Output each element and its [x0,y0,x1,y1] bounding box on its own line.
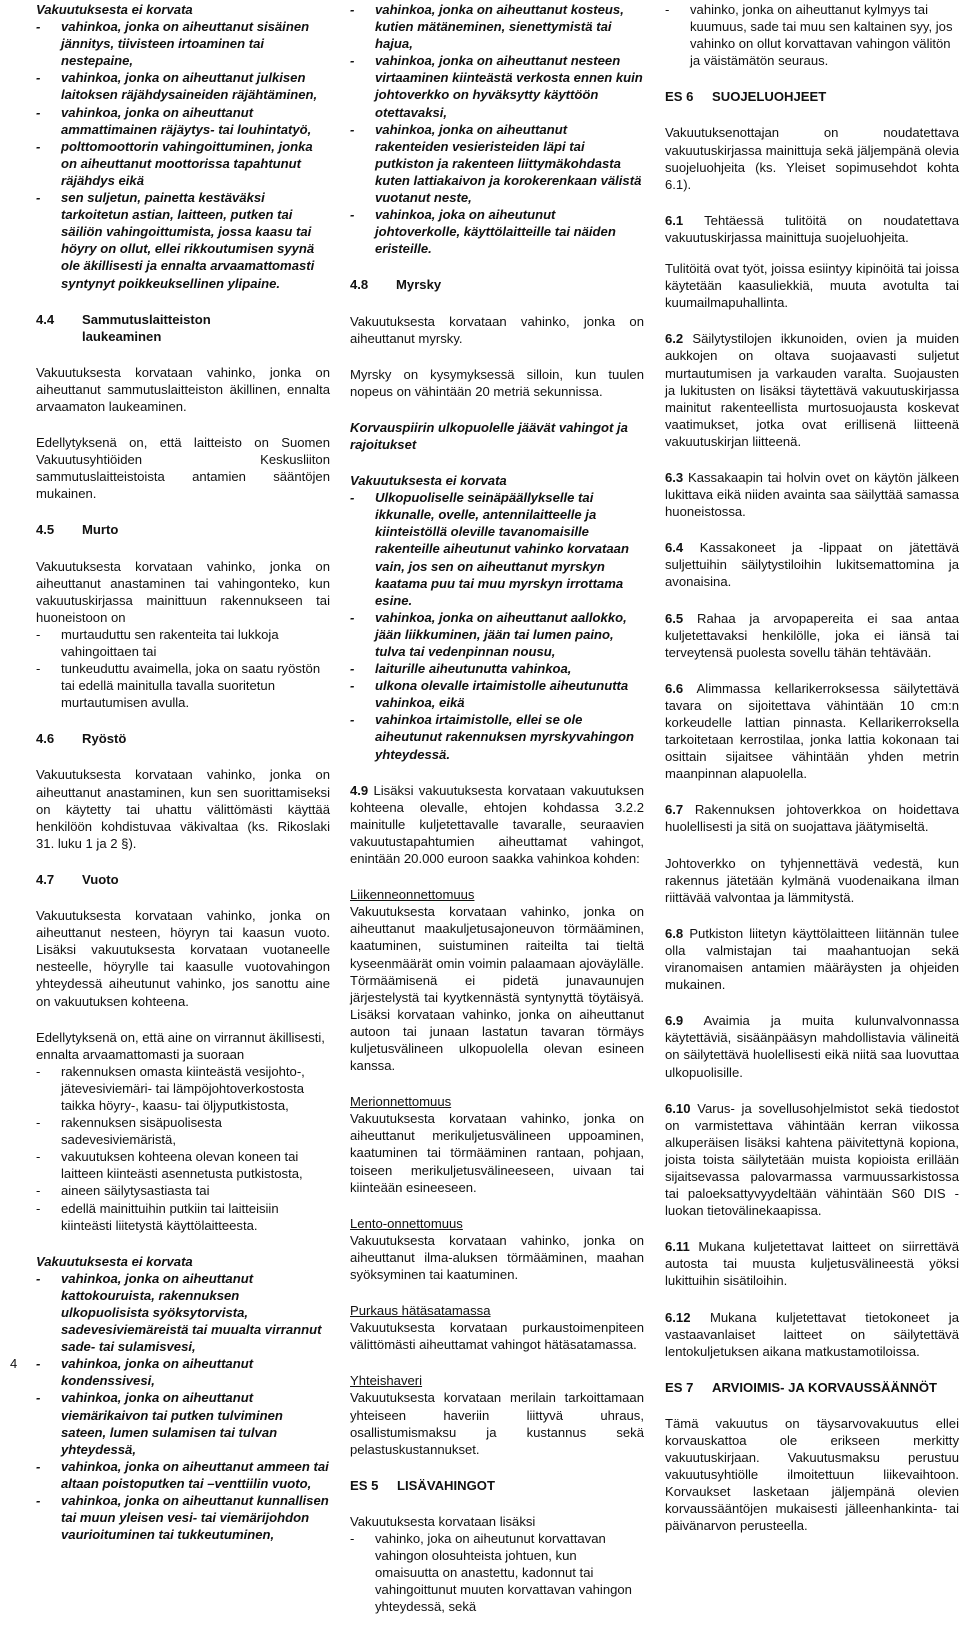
clause-6-4 [665,539,959,590]
list-item: - vahinkoa, jonka on aiheuttanut viemärikaivon tai putken tulviminen sateen, lumen sulamisen tai tulvan yhteydessä, [36,1389,330,1457]
clause-6-10 [665,1100,959,1220]
list-item: - aineen säilytysastiasta tai [36,1182,330,1199]
section-heading-4-5 [36,521,330,538]
list-item: - vahinkoa, jonka on aiheuttanut kondenssivesi, [36,1355,330,1389]
section-number: 4.9 [350,782,369,798]
clause-number: 6.6 [665,680,684,696]
clause-text: Tehtäessä tulitöitä on noudatettava vakuutuskirjassa mainittuja suojeluohjeita. [665,212,959,245]
clause-text: Kassakaapin tai holvin ovet on käytön jälkeen lukittava eikä niiden avainta saa säilyttää samassa huoneistossa. [665,469,960,520]
section-title: Murto [82,522,119,538]
clause-6-9 [665,1012,959,1080]
subsection-label: Liikenneonnettomuus [350,887,475,903]
paragraph: Vakuutuksesta korvataan merilain tarkoittamaan yhteiseen haveriin liittyvä uhraus, osallistumismaksu ja kustannus sekä pelastuskustannukset. [350,1390,644,1457]
paragraph: Vakuutuksesta korvataan vahinko, jonka on aiheuttanut anastaminen tai vahingonteko, kun vakuutuskirjassa mainittuun rakennukseen tai huoneistoon on [36,558,330,625]
subsection-label: Lento-onnettomuus [350,1215,463,1231]
clause-text: Rakennuksen johtoverkkoa on hoidettava huolellisesti ja sitä on suojattava jäätymiseltä. [665,802,959,835]
paragraph: Vakuutuksenottajan on noudatettava vakuutuskirjassa mainittuja sekä jäljempänä olevia suojeluohjeita (ks. Yleiset sopimusehdot kohta 6.1). [665,125,959,192]
not-covered-heading: Vakuutuksesta ei korvata [36,1253,193,1269]
column-left [36,1,330,1562]
list-item: - vahinkoa, jonka on aiheuttanut ammattimainen räjäytys- tai louhintatyö, [36,104,330,138]
list-item: - vahinkoa irtaimistolle, ellei se ole aiheutunut rakennuksen myrskyvahingon yhteydessä. [350,711,644,762]
clause-6-5 [665,610,959,661]
clause-text: Säilytystilojen ikkunoiden, ovien ja muiden aukkojen on oltava suojaavasti suljetut murtautumisen ja varkauden varalta. Suojausten ja lukitusten on lisäksi täytettävä vakuutuskirjassa mainitut rakenteellista murtosuojausta koskevat vaatimukset, jotka ovat erillisenä liitteenä vakuutuskirjan liitteenä. [665,331,960,449]
section-heading-4-7 [36,871,330,888]
paragraph: Vakuutuksesta korvataan vahinko, jonka on aiheuttanut merikuljetusvälineen uppoaminen, kaatuminen tai törmääminen rantaan, pohjaan, toiseen merikuljetusvälineeseen, uivaan tai kiinteään esineeseen. [350,1111,644,1195]
column-right [665,1,959,1554]
section-title: Ryöstö [82,731,127,747]
clause-text: Mukana kuljetettavat laitteet on siirrettävä autosta tai muusta kuljetusvälineestä yöksi lukittuihin sisätiloihin. [665,1239,959,1289]
paragraph: Vakuutuksesta korvataan vahinko, jonka on aiheuttanut myrsky. [350,313,644,346]
paragraph: Vakuutuksesta korvataan vahinko, jonka on aiheuttanut nesteen, höyryn tai kaasun vuoto. Lisäksi vakuutuksesta korvataan vuotaneelle nesteelle, höyrylle tai kaasulle vuotovahingon yhteydessä aiheutunut vahinko, jos sanottu aine on vakuutuksen kohteena. [36,908,330,1009]
list-item: - vahinkoa, joka on aiheutunut johtoverkolle, käyttölaitteille tai näiden eristeille. [350,206,644,257]
not-covered-list [36,18,330,292]
section-heading-es6 [665,88,959,105]
clause-text: Putkiston liitetyn käyttölaitteen liitännän tulee olla valmistajan tai maahantuojan sekä viranomaisen antamien määräysten ja ohjeiden mukainen. [665,925,959,993]
clause-number: 6.10 [665,1100,691,1116]
clause-number: 6.7 [665,802,684,818]
list-item: - vahinkoa, jonka on aiheuttanut julkisen laitoksen räjähdysaineiden räjähtäminen, [36,69,330,103]
section-number: ES 5 [350,1477,379,1493]
subsection-label: Purkaus hätäsatamassa [350,1303,491,1319]
section-title: Myrsky [396,277,442,293]
clause-number: 6.3 [665,469,684,485]
italic-subheading: Korvauspiirin ulkopuolelle jäävät vahingot ja rajoitukset [350,419,628,452]
clause-number: 6.8 [665,925,684,941]
section-heading-4-6 [36,730,330,747]
leak-sources-list [36,1063,330,1234]
list-item: - rakennuksen sisäpuolisesta sadevesiviemäristä, [36,1114,330,1148]
list-item: - rakennuksen omasta kiinteästä vesijohto-, jätevesiviemäri- tai lämpöjohtoverkostosta taikka höyry-, kaasu- tai öljyputkistosta, [36,1063,330,1114]
subsection-label: Merionnettomuus [350,1094,452,1110]
section-number: 4.8 [350,277,369,293]
clause-number: 6.12 [665,1309,691,1325]
not-covered-heading: Vakuutuksesta ei korvata [36,2,193,17]
list-item: - vahinkoa, jonka on aiheuttanut sisäinen jännitys, tiivisteen irtoaminen tai nestepaine, [36,18,330,69]
clause-text: Mukana kuljetettavat tietokoneet ja vastaavanlaiset laitteet on säilytettävä lentokuljetuksen aikana matkustamotiloissa. [665,1309,959,1359]
clause-6-12 [665,1309,959,1360]
paragraph: Edellytyksenä on, että laitteisto on Suomen Vakuutusyhtiöiden Keskusliiton sammutuslaitteistoista antamien sääntöjen mukainen. [36,435,330,502]
subsection-label: Yhteishaveri [350,1373,423,1389]
clause-text: Avaimia ja muita kulunvalvonnassa käytettäviä, sisäänpääsyn mahdollistavia välineitä on säilytettävä huolellisesti eikä niitä saa luovuttaa ulkopuolisille. [665,1013,959,1080]
clause-number: 6.5 [665,610,684,626]
not-covered-list [350,1,644,257]
paragraph: Tulitöitä ovat työt, joissa esiintyy kipinöitä tai joissa käytetään kaasuliekkiä, muuta avotulta tai kuumailmapuhallinta. [665,261,959,311]
list-item: - edellä mainittuihin putkiin tai laitteisiin kiinteästi liitetystä käyttölaitteesta. [36,1200,330,1234]
clause-6-11 [665,1238,959,1289]
not-covered-list [36,1270,330,1544]
list-item: - laiturille aiheutunutta vahinkoa, [350,660,644,677]
list-item: - sen suljetun, painetta kestäväksi tarkoitetun astian, laitteen, putken tai säiliön vahingoittumista, jossa kaasu tai höyry on ollut, ellei rikkoutumisen syynä ole äkillisesti ja ennalta arvaamattomasti syntynyt poikkeuksellinen ylipaine. [36,189,330,292]
clause-text: Varus- ja sovellusohjelmistot sekä tiedostot on varmistettava vähintään kerran viikossa alkuperäisen lisäksi kahtena päivitettynä kopiona, joista toista säilytetään muista kopioista erillään sijaitsevassa palovarmassa varmuussarkistossa tai paloeksattyvyydeltään vähintään S60 DIS -luokan tietovälinekaapissa. [665,1100,960,1219]
section-heading-es5 [350,1477,644,1494]
clause-6-8 [665,925,959,993]
list-item: - ulkona olevalle irtaimistolle aiheutunutta vahinkoa, eikä [350,677,644,711]
section-number: 4.6 [36,731,55,747]
section-title: LISÄVAHINGOT [397,1477,495,1493]
section-title: SUOJELUOHJEET [712,89,827,105]
clause-6-2 [665,330,959,450]
clause-text: Kassakoneet ja -lippaat on jätettävä suljettuihin säilytystiloihin lukitsemattomina ja avonaisina. [665,540,959,590]
section-heading-es7 [665,1379,959,1396]
section-heading-4-8 [350,276,644,293]
paragraph: Vakuutuksesta korvataan vahinko, jonka on aiheuttanut ilma-aluksen törmääminen, maahan syöksyminen tai kaatuminen. [350,1232,644,1282]
section-number: 4.5 [36,522,55,538]
list-item: - vakuutuksen kohteena olevan koneen tai laitteen kiinteästi asennetusta putkistosta, [36,1148,330,1182]
paragraph: Myrsky on kysymyksessä silloin, kun tuulen nopeus on vähintään 20 metriä sekunnissa. [350,366,644,399]
list-item: - murtauduttu sen rakenteita tai lukkoja vahingoittaen tai [36,626,330,660]
list-item: - vahinko, jonka on aiheuttanut kylmyys tai kuumuus, sade tai muu sen kaltainen syy, jos vahinko on ollut korvattavan vahingon välitön ja väistämätön seuraus. [665,1,959,69]
paragraph: Vakuutuksesta korvataan vahinko, jonka on aiheuttanut anastaminen, kun sen suorittamiseksi on käytetty tai uhattu välittömästi käyttää henkilöön kohdistuvaa väkivaltaa (ks. Rikoslaki 31. luku 1 ja 2 §). [36,767,330,851]
list-item: - tunkeuduttu avaimella, joka on saatu ryöstön tai edellä mainitulla tavalla suoritetun murtautumisen avulla. [36,660,330,711]
clause-6-6 [665,680,959,783]
section-title-cont: laukeaminen [82,328,162,344]
clause-number: 6.9 [665,1013,684,1029]
list-item: - vahinkoa, jonka on aiheuttanut aallokko, jään liikkuminen, jään tai lumen paino, tulva tai vedenpinnan nousu, [350,609,644,660]
paragraph: Tämä vakuutus on täysarvovakuutus ellei korvauskattoa ole erikseen merkitty vakuutuskirjaan. Vakuutusmaksu perustuu vakuutusyhtiölle ilmoitettuun liikevaihtoon. Korvaukset lasketaan jäljempänä olevien korvaussääntöjen mukaisesti jälleenhankinta- tai päivänarvon perusteella. [665,1415,959,1534]
clause-6-1 [665,212,959,246]
not-covered-list [350,489,644,763]
paragraph: Vakuutuksesta korvataan purkaustoimenpiteen välittömästi aiheuttamat vahingot hätäsatamassa. [350,1320,644,1353]
section-title: Sammutuslaitteiston [82,311,211,327]
paragraph-4-9 [350,782,644,867]
conditions-list [36,626,330,711]
list-item: - vahinkoa, jonka on aiheuttanut nesteen virtaaminen kiinteästä verkosta ennen kuin johtoverkko on hyväksytty käyttöön otettavaksi, [350,52,644,120]
clause-number: 6.2 [665,331,684,347]
clause-6-3 [665,469,959,520]
list-item: - vahinkoa, jonka on aiheuttanut ammeen tai altaan poistoputken tai –venttiilin vuoto, [36,1458,330,1492]
paragraph: Vakuutuksesta korvataan vahinko, jonka on aiheuttanut maakuljetusajoneuvon törmääminen, kaatuminen, suistuminen raiteilta tai tieltä kyseenmäärät omin voimin palaamaan ajoväylälle. Törmäämisenä ei pidetä junavaunujen järjestelystä tai kyytkennästä syntynyttä töytäisyä. Lisäksi korvataan vahinko, jonka on aiheuttanut autoon tai junaan lastatun tavaran törmäys kuljetusvälineen ulkopuolella olevan esineen kanssa. [350,904,644,1074]
list-item: - vahinkoa, jonka on aiheuttanut rakenteiden vesieristeiden läpi tai putkiston ja rakenteen liittymäkohdasta kuten lattiakaivon ja korokerenkaan välistä vuotanut neste, [350,121,644,206]
paragraph: Johtoverkko on tyhjennettävä vedestä, kun rakennus jätetään kylmänä vuodenaikana ilman riittävää valvontaa ja lämmitystä. [665,855,959,905]
not-covered-heading: Vakuutuksesta ei korvata [350,473,507,489]
section-number: 4.4 [36,311,55,327]
paragraph: Vakuutuksesta korvataan vahinko, jonka on aiheuttanut sammutuslaitteiston äkillinen, ennalta arvaamaton laukeaminen. [36,364,330,414]
clause-number: 6.11 [665,1239,690,1255]
section-heading-4-4 [36,311,330,345]
clause-number: 6.4 [665,540,684,556]
section-title: ARVIOIMIS- JA KORVAUSSÄÄNNÖT [712,1379,938,1395]
list-item: - vahinkoa, jonka on aiheuttanut kunnallisen tai muun yleisen vesi- tai viemärijohdon vaurioituminen tai tukkeutuminen, [36,1492,330,1543]
list-item: - vahinkoa, jonka on aiheuttanut kattokouruista, rakennuksen ulkopuolisista syöksytorvista, sadevesiviemäreistä tai muualta virrannut sade- tai sulamisvesi, [36,1270,330,1355]
list-item: - vahinko, joka on aiheutunut korvattavan vahingon olosuhteista johtuen, kun omaisuutta on anastettu, kadonnut tai vahingoittunut muuten korvattavan vahingon yhteydessä, sekä [350,1530,644,1615]
column-middle [350,1,644,1635]
paragraph: Edellytyksenä on, että aine on virrannut äkillisesti, ennalta arvaamattomasti ja suoraan [36,1029,325,1062]
additional-damage-list [350,1530,644,1615]
section-title: Vuoto [82,871,119,887]
clause-text: Rahaa ja arvopapereita ei saa antaa kuljetettavaksi henkilölle, joka ei iänsä tai terveytensä puolesta sovellu tähän tehtävään. [665,610,959,660]
section-number: ES 7 [665,1379,694,1395]
page-number: 4 [10,1356,18,1371]
section-text: Lisäksi vakuutuksesta korvataan vakuutuksen kohteena olevalle, ehtojen kohdassa 3.2.2 mainitulle kuljetettavalle tavaralle, seuraavien vakuutustapahtumien aiheuttamat vahingot, enintään 20.000 euroon saakka vahinkoa kohden: [350,782,644,867]
clause-text: Alimmassa kellarikerroksessa säilytettävä tavara on sijoitettava vähintään 10 cm:n korkeudelle lattian pinnasta. Kellarikerroksella tarkoitetaan kerrostilaa, jonka lattia kokonaan tai osittain sijaitsee vähintään yhden metrin maanpinnan alapuolella. [665,680,959,782]
clause-6-7 [665,801,959,835]
list-item: - vahinkoa, jonka on aiheuttanut kosteus, kutien mätäneminen, sienettymistä tai hajua, [350,1,644,52]
section-number: ES 6 [665,89,694,105]
section-number: 4.7 [36,871,55,887]
paragraph: Vakuutuksesta korvataan lisäksi [350,1513,536,1529]
list-item: - polttomoottorin vahingoittuminen, jonka on aiheuttanut moottorissa tapahtunut räjähdys eikä [36,138,330,189]
list-item: - Ulkopuoliselle seinäpäällykselle tai ikkunalle, ovelle, antennilaitteelle ja kiinteistöllä oleville tavanomaisille rakenteille aiheutunut vahinko korvataan vain, jos sen on aiheuttanut myrskyn kaatama puu tai muu myrskyn irrottama esine. [350,489,644,609]
clause-number: 6.1 [665,212,684,228]
additional-damage-list-cont [665,1,959,69]
